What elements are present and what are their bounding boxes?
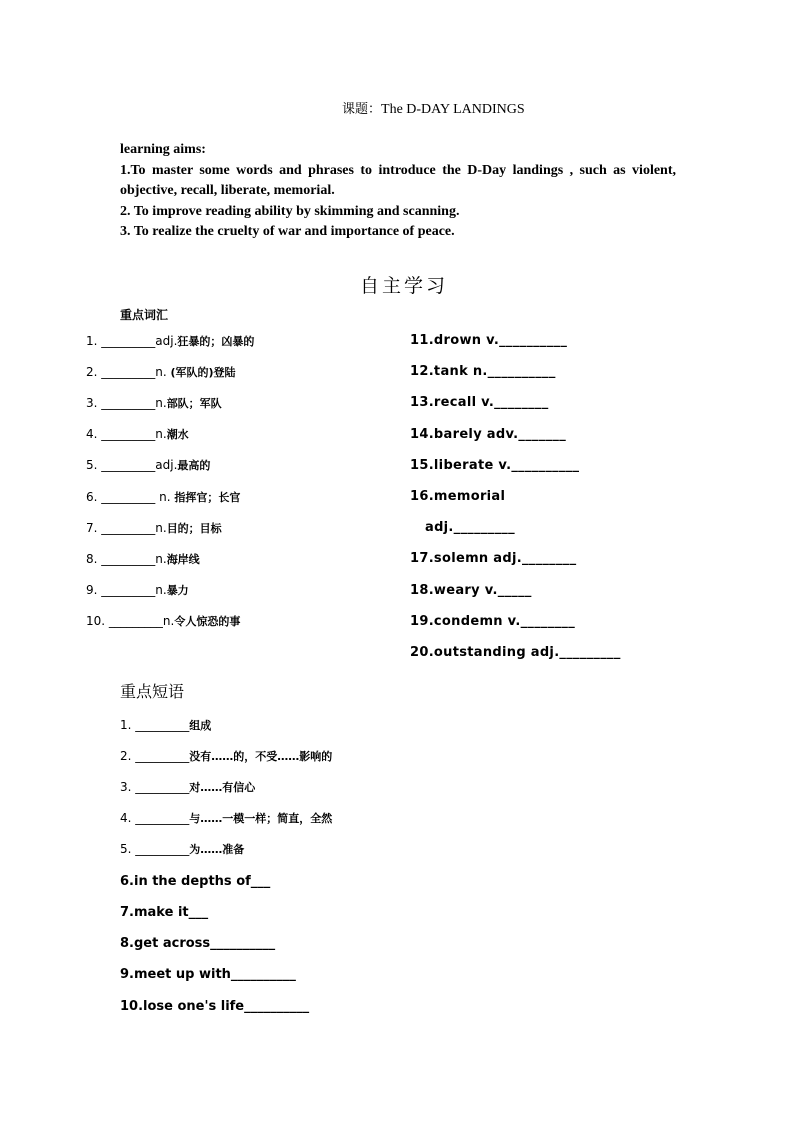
- vocab-item: 10. _________n.令人惊恐的事: [86, 614, 241, 628]
- phrase-item-en[interactable]: 8.get across__________: [120, 936, 276, 951]
- answer-blank[interactable]: _________: [135, 749, 190, 763]
- title-label: 课题：: [342, 102, 382, 117]
- page-title: [342, 98, 525, 118]
- phrase-item: 2. _________没有……的，不受……影响的: [120, 749, 333, 763]
- answer-blank[interactable]: _________: [101, 365, 156, 379]
- answer-blank[interactable]: _________: [101, 334, 156, 348]
- answer-blank[interactable]: _________: [101, 427, 156, 441]
- phrase-item: 3. _________对……有信心: [120, 780, 256, 794]
- vocab-item-right[interactable]: 11.drown v.__________: [410, 333, 568, 348]
- answer-blank[interactable]: _________: [101, 583, 156, 597]
- answer-blank[interactable]: _________: [101, 458, 156, 472]
- answer-blank[interactable]: _________: [101, 396, 156, 410]
- vocab-item: 9. _________n.暴力: [86, 583, 189, 597]
- vocab-item: 4. _________n.潮水: [86, 427, 189, 441]
- phrase-heading: 重点短语: [120, 682, 185, 701]
- vocab-item-right[interactable]: 20.outstanding adj._________: [410, 645, 621, 660]
- phrase-item-en[interactable]: 10.lose one's life__________: [120, 999, 310, 1014]
- vocab-item: 7. _________n.目的；目标: [86, 521, 222, 535]
- vocab-item: 8. _________n.海岸线: [86, 552, 200, 566]
- answer-blank[interactable]: _________: [135, 811, 190, 825]
- answer-blank[interactable]: _________: [101, 521, 156, 535]
- vocab-item: 6. _________ n. 指挥官；长官: [86, 490, 241, 504]
- learning-aims: [120, 140, 676, 243]
- answer-blank[interactable]: _________: [101, 490, 160, 504]
- aims-heading: learning aims:: [120, 142, 206, 157]
- vocab-item: 1. _________adj.狂暴的；凶暴的: [86, 334, 255, 348]
- vocab-item-right[interactable]: 17.solemn adj.________: [410, 551, 577, 566]
- vocab-item-right[interactable]: 14.barely adv._______: [410, 427, 567, 442]
- vocab-heading: 重点词汇: [120, 308, 169, 322]
- section-title-self-study: 自主学习: [360, 275, 449, 297]
- vocab-item: 3. _________n.部队；军队: [86, 396, 222, 410]
- phrase-item-en[interactable]: 7.make it___: [120, 905, 209, 920]
- vocab-item: 5. _________adj.最高的: [86, 458, 211, 472]
- vocab-item-right[interactable]: 15.liberate v.__________: [410, 458, 580, 473]
- aim-item-1: 1.To master some words and phrases to introduce the D-Day landings , such as violent, objective, recall, liberate, memorial.: [120, 162, 676, 198]
- aim-item-2: 2. To improve reading ability by skimming and scanning.: [120, 203, 460, 219]
- aim-item-3: 3. To realize the cruelty of war and importance of peace.: [120, 224, 455, 239]
- answer-blank[interactable]: _________: [135, 718, 190, 732]
- vocab-item-right[interactable]: 13.recall v.________: [410, 395, 549, 410]
- vocab-item-right[interactable]: 18.weary v._____: [410, 583, 532, 598]
- phrase-item-en[interactable]: 6.in the depths of___: [120, 874, 271, 889]
- answer-blank[interactable]: _________: [101, 552, 156, 566]
- phrase-item: 1. _________组成: [120, 718, 212, 732]
- phrase-item: 5. _________为……准备: [120, 842, 245, 856]
- phrase-item-en[interactable]: 9.meet up with__________: [120, 967, 296, 982]
- title-text: The D-DAY LANDINGS: [381, 102, 525, 117]
- vocab-item: 2. _________n. (军队的)登陆: [86, 365, 236, 379]
- vocab-item-right[interactable]: 19.condemn v.________: [410, 614, 576, 629]
- phrase-item: 4. _________与……一模一样；简直，全然: [120, 811, 333, 825]
- vocab-item-right[interactable]: 12.tank n.__________: [410, 364, 556, 379]
- answer-blank[interactable]: _________: [135, 842, 190, 856]
- answer-blank[interactable]: _________: [108, 614, 163, 628]
- answer-blank[interactable]: _________: [135, 780, 190, 794]
- vocab-item-right[interactable]: adj._________: [425, 520, 515, 535]
- vocab-item-right: 16.memorial: [410, 489, 506, 504]
